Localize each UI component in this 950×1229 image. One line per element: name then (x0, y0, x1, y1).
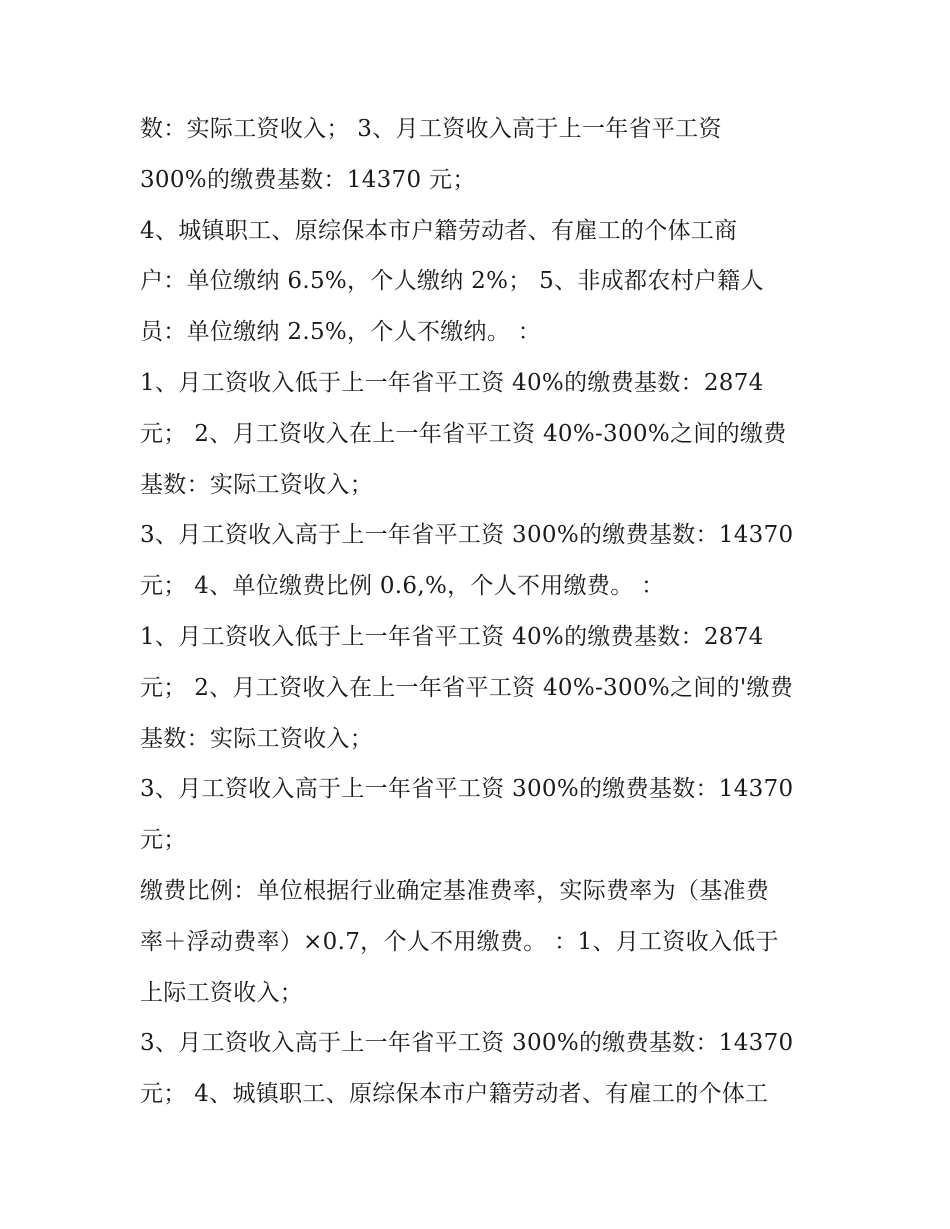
text-line: 3、月工资收入高于上一年省平工资 300%的缴费基数：14370 (140, 522, 794, 549)
text-line: 基数：实际工资收入； (140, 725, 373, 752)
text-line: 上际工资收入； (140, 979, 304, 1006)
text-line: 元； 2、月工资收入在上一年省平工资 40%-300%之间的'缴费 (140, 674, 794, 701)
text-line: 基数：实际工资收入； (140, 471, 373, 498)
text-line: 元； 4、单位缴费比例 0.6,%，个人不用缴费。 ： (140, 573, 665, 600)
text-line: 元； (140, 827, 187, 854)
document-body (140, 104, 830, 1120)
text-line: 300%的缴费基数：14370 元； (140, 166, 476, 193)
text-line: 率＋浮动费率）×0.7，个人不用缴费。 ：1、月工资收入低于 (140, 928, 779, 955)
text-line: 数：实际工资收入； 3、月工资收入高于上一年省平工资 (140, 116, 722, 142)
text-line: 元； 2、月工资收入在上一年省平工资 40%-300%之间的缴费 (140, 420, 787, 447)
text-line: 缴费比例：单位根据行业确定基准费率，实际费率为（基准费 (140, 877, 770, 904)
text-line: 3、月工资收入高于上一年省平工资 300%的缴费基数：14370 (140, 1030, 794, 1057)
text-line: 1、月工资收入低于上一年省平工资 40%的缴费基数：2874 (140, 369, 764, 396)
text-line: 户：单位缴纳 6.5%，个人缴纳 2%； 5、非成都农村户籍人 (140, 268, 764, 295)
text-line: 4、城镇职工、原综保本市户籍劳动者、有雇工的个体工商 (140, 217, 738, 244)
text-line: 员：单位缴纳 2.5%，个人不缴纳。 ： (140, 319, 542, 346)
text-line: 3、月工资收入高于上一年省平工资 300%的缴费基数：14370 (140, 776, 794, 803)
text-line: 元； 4、城镇职工、原综保本市户籍劳动者、有雇工的个体工 (140, 1081, 769, 1108)
text-line: 1、月工资收入低于上一年省平工资 40%的缴费基数：2874 (140, 623, 764, 650)
